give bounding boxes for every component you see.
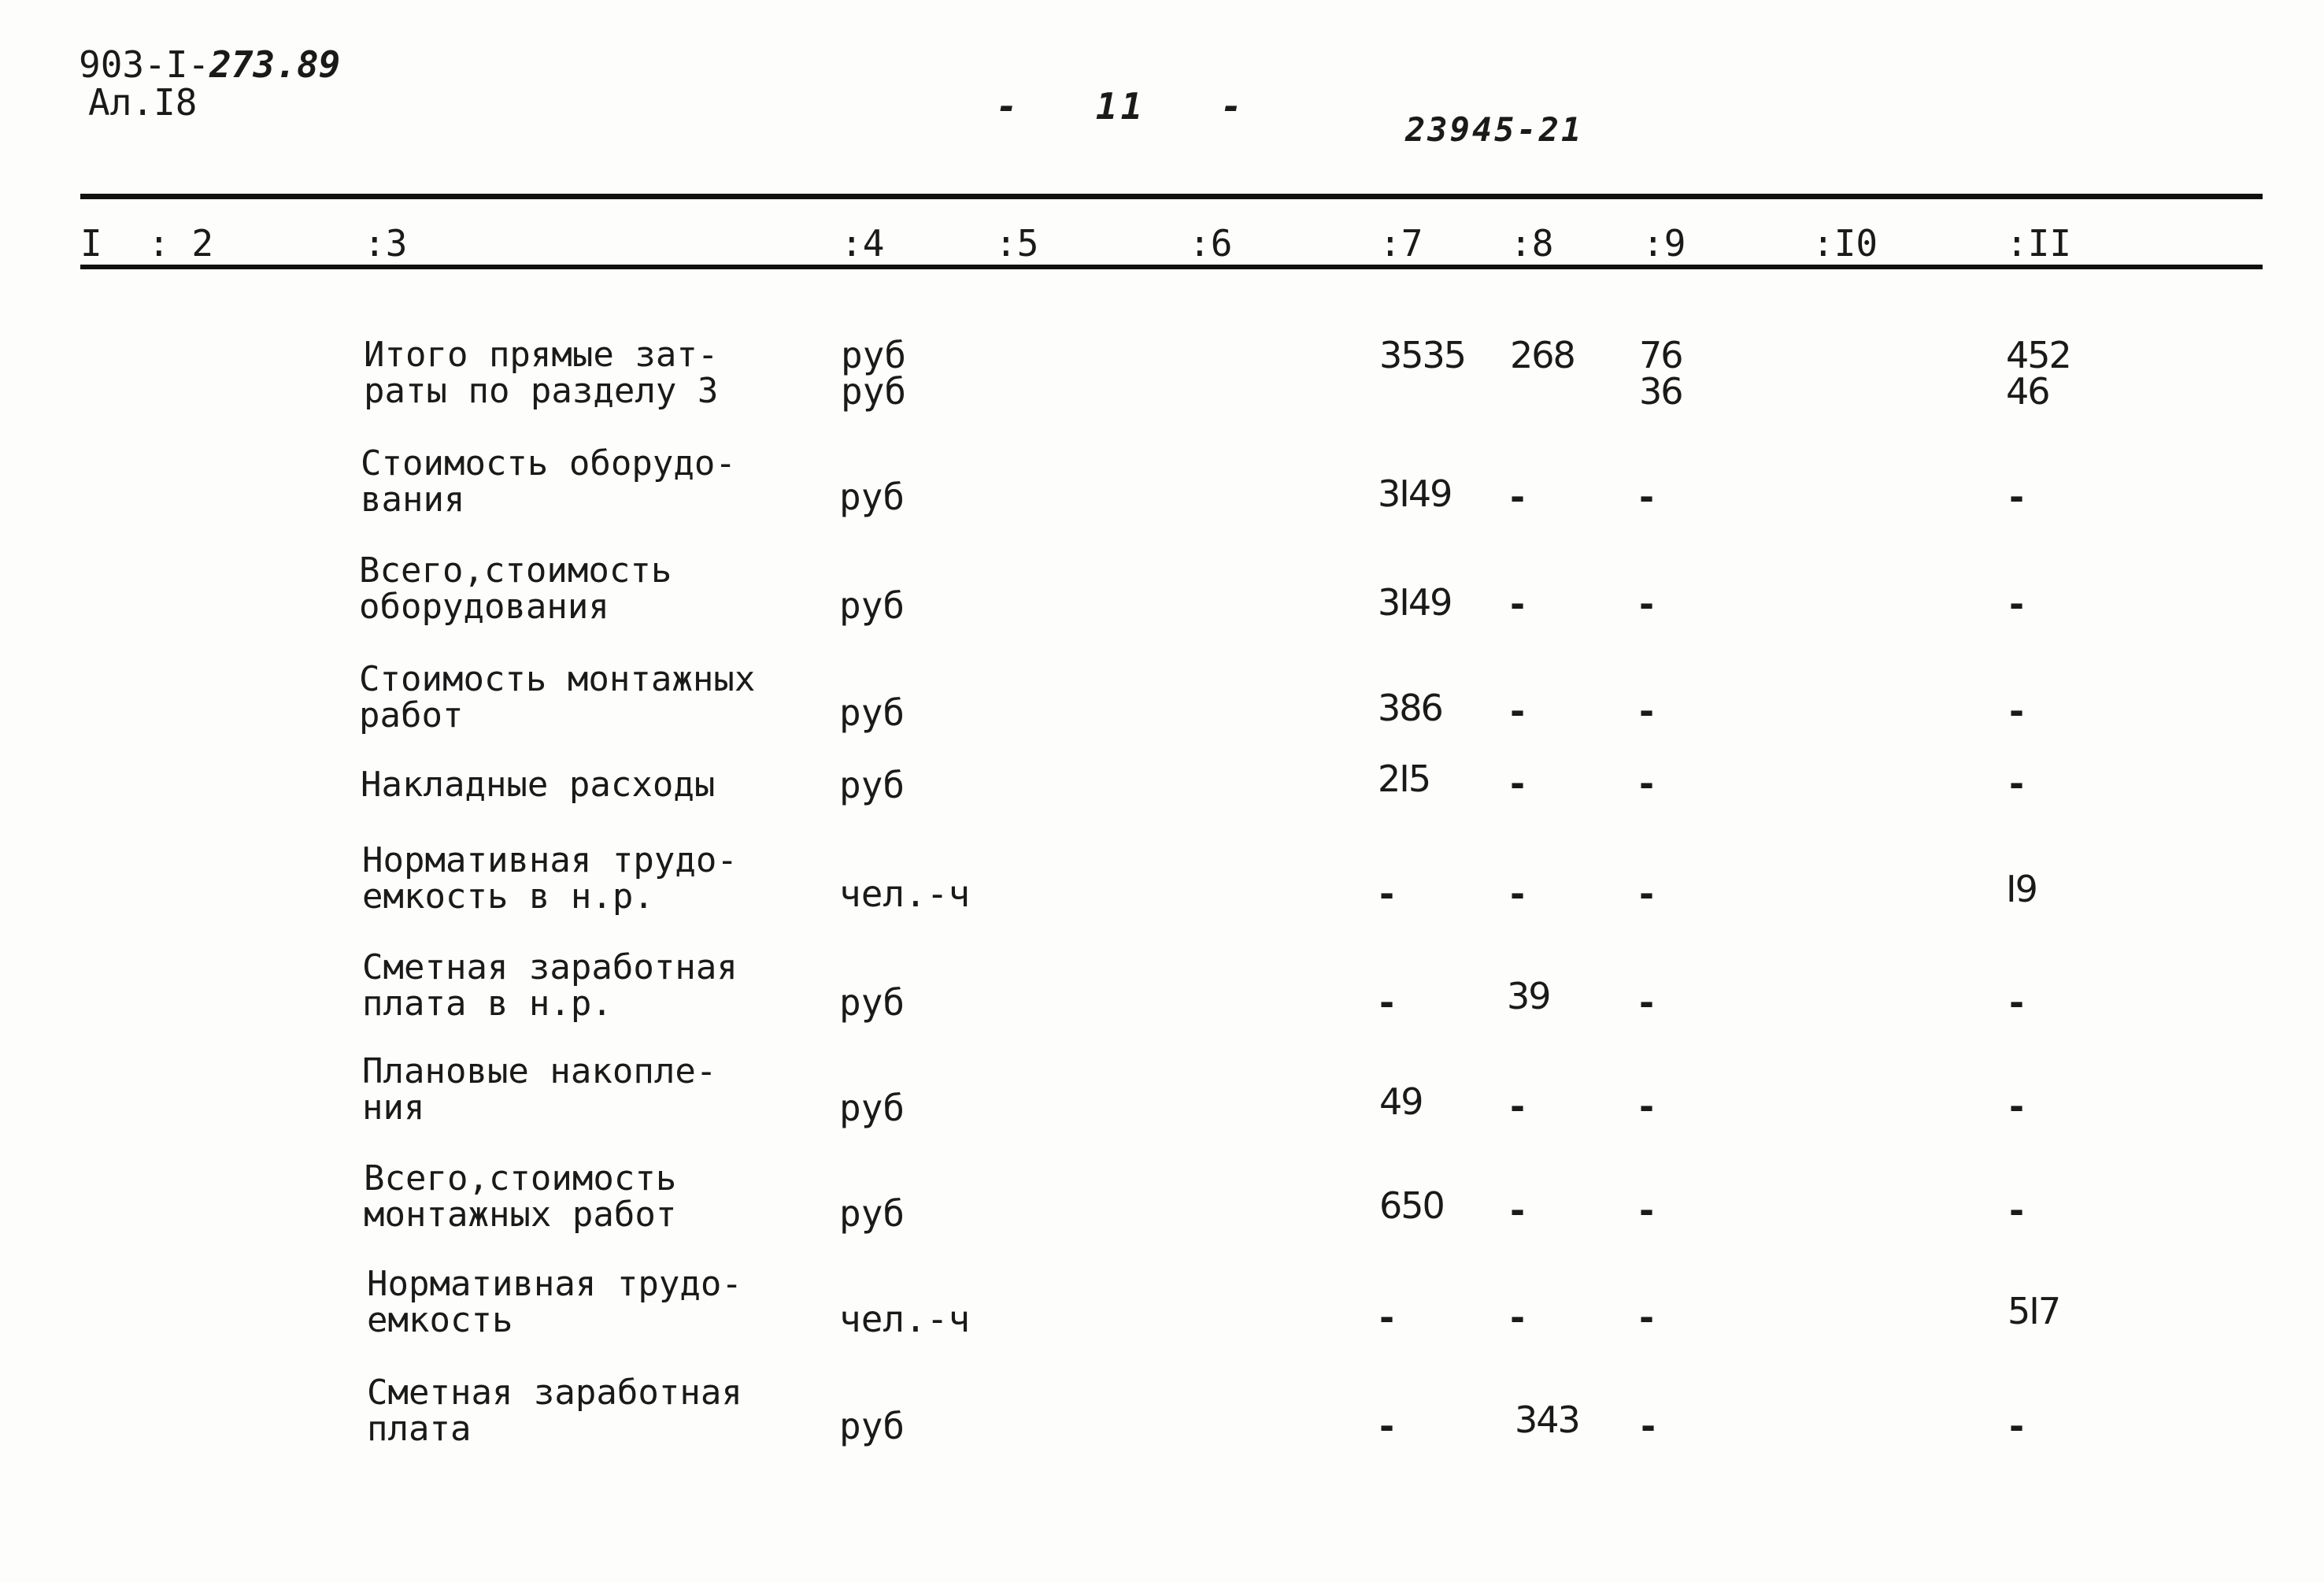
value-col-9: - bbox=[1639, 476, 1655, 518]
value-col-8: - bbox=[1510, 690, 1526, 732]
row-label-line-2: емкость bbox=[367, 1300, 513, 1340]
document-code-typed: 903-I- bbox=[79, 43, 210, 86]
row-label-line-2: монтажных работ bbox=[364, 1195, 677, 1235]
value-col-8: - bbox=[1510, 1085, 1526, 1128]
row-label-line-1: Всего,стоимость bbox=[364, 1158, 677, 1199]
value-col-7: 49 bbox=[1379, 1080, 1423, 1123]
unit-cell: руб bbox=[839, 476, 905, 518]
row-label-line-1: Стоимость монтажных bbox=[359, 659, 756, 699]
value-col-9: - bbox=[1639, 1296, 1655, 1339]
document-code bbox=[79, 43, 341, 86]
sheet-label: Ал.I8 bbox=[88, 81, 198, 124]
row-label-line-1: Нормативная трудо- bbox=[367, 1264, 742, 1304]
value-col-11: 5I7 bbox=[2008, 1290, 2060, 1332]
row-label-line-2: плата bbox=[367, 1409, 472, 1449]
page-number: - 11 - bbox=[996, 85, 1245, 128]
value-col-11: - bbox=[2009, 690, 2025, 732]
value-col-11: - bbox=[2009, 1085, 2025, 1128]
unit-cell: руб bbox=[839, 1405, 905, 1447]
column-header-6: :6 bbox=[1189, 222, 1233, 265]
value-col-11: - bbox=[2009, 981, 2025, 1024]
unit-cell: руб bbox=[839, 1087, 905, 1129]
value-col-8: 343 bbox=[1515, 1399, 1579, 1441]
value-col-11: - bbox=[2009, 762, 2025, 805]
value-col-7: 386 bbox=[1378, 687, 1442, 729]
value-col-9: - bbox=[1639, 762, 1655, 805]
column-header-3: :3 bbox=[364, 222, 408, 265]
row-label-line-1: Накладные расходы bbox=[361, 765, 716, 805]
unit-cell: руб bbox=[839, 584, 905, 627]
value-col-11: - bbox=[2009, 1405, 2025, 1447]
row-label-line-1: Нормативная трудо- bbox=[362, 840, 738, 880]
value-col-7: 3I49 bbox=[1378, 581, 1452, 624]
value-col-9: - bbox=[1639, 583, 1655, 625]
row-label-line-2: плата в н.р. bbox=[362, 984, 612, 1024]
value-col-11: 46 bbox=[2006, 370, 2049, 413]
row-label-line-2: работ bbox=[359, 695, 464, 735]
value-col-9: 36 bbox=[1639, 370, 1682, 413]
column-header-5: :5 bbox=[995, 222, 1039, 265]
value-col-7: - bbox=[1379, 1405, 1395, 1447]
unit-cell: руб bbox=[841, 370, 907, 413]
row-label-line-1: Сметная заработная bbox=[367, 1373, 742, 1413]
column-header-1: I bbox=[80, 222, 102, 265]
value-col-8: - bbox=[1510, 583, 1526, 625]
value-col-8: - bbox=[1510, 762, 1526, 805]
row-label-line-2: емкость в н.р. bbox=[362, 876, 654, 917]
value-col-11: - bbox=[2009, 583, 2025, 625]
unit-cell: руб bbox=[839, 981, 905, 1024]
column-header-2: : 2 bbox=[148, 222, 214, 265]
row-label-line-1: Итого прямые зат- bbox=[364, 335, 719, 375]
unit-cell: чел.-ч bbox=[839, 873, 971, 915]
value-col-9: - bbox=[1639, 1085, 1655, 1128]
column-header-10: :I0 bbox=[1812, 222, 1878, 265]
column-header-8: :8 bbox=[1510, 222, 1554, 265]
value-col-9: - bbox=[1639, 1189, 1655, 1232]
value-col-8: - bbox=[1510, 476, 1526, 518]
row-label-line-2: раты по разделу 3 bbox=[364, 371, 719, 411]
value-col-9: - bbox=[1639, 690, 1655, 732]
unit-cell: чел.-ч bbox=[839, 1298, 971, 1340]
row-label-line-1: Стоимость оборудо- bbox=[361, 443, 736, 483]
value-col-7: 3535 bbox=[1379, 334, 1466, 376]
inventory-stamp: 23945-21 bbox=[1405, 110, 1584, 149]
unit-cell: руб bbox=[839, 691, 905, 734]
unit-cell: руб bbox=[839, 764, 905, 806]
value-col-7: - bbox=[1379, 981, 1395, 1024]
value-col-11: 452 bbox=[2006, 334, 2071, 376]
row-label-line-1: Плановые накопле- bbox=[362, 1051, 717, 1091]
value-col-9: - bbox=[1641, 1405, 1656, 1447]
value-col-7: - bbox=[1379, 873, 1395, 915]
value-col-8: - bbox=[1510, 873, 1526, 915]
value-col-9: - bbox=[1639, 873, 1655, 915]
row-label-line-1: Сметная заработная bbox=[362, 947, 738, 987]
value-col-7: - bbox=[1379, 1296, 1395, 1339]
unit-cell: руб bbox=[841, 334, 907, 376]
row-label-line-2: ния bbox=[362, 1087, 425, 1128]
value-col-11: I9 bbox=[2006, 868, 2037, 910]
unit-cell: руб bbox=[839, 1192, 905, 1235]
value-col-11: - bbox=[2009, 1189, 2025, 1232]
column-header-11: :II bbox=[2006, 222, 2072, 265]
column-header-9: :9 bbox=[1642, 222, 1686, 265]
value-col-7: 650 bbox=[1379, 1184, 1444, 1227]
value-col-8: 268 bbox=[1510, 334, 1575, 376]
value-col-9: 76 bbox=[1639, 334, 1682, 376]
value-col-9: - bbox=[1639, 981, 1655, 1024]
column-header-4: :4 bbox=[841, 222, 885, 265]
value-col-7: 3I49 bbox=[1378, 472, 1452, 515]
value-col-11: - bbox=[2009, 476, 2025, 518]
value-col-7: 2I5 bbox=[1378, 758, 1430, 800]
value-col-8: 39 bbox=[1507, 975, 1550, 1017]
table-top-rule bbox=[80, 194, 2263, 199]
table-header-rule bbox=[80, 265, 2263, 269]
document-code-handwritten: 273.89 bbox=[209, 43, 341, 86]
value-col-8: - bbox=[1510, 1296, 1526, 1339]
row-label-line-1: Всего,стоимость bbox=[359, 550, 672, 591]
value-col-8: - bbox=[1510, 1189, 1526, 1232]
row-label-line-2: вания bbox=[361, 480, 465, 520]
row-label-line-2: оборудования bbox=[359, 587, 609, 627]
column-header-7: :7 bbox=[1379, 222, 1423, 265]
